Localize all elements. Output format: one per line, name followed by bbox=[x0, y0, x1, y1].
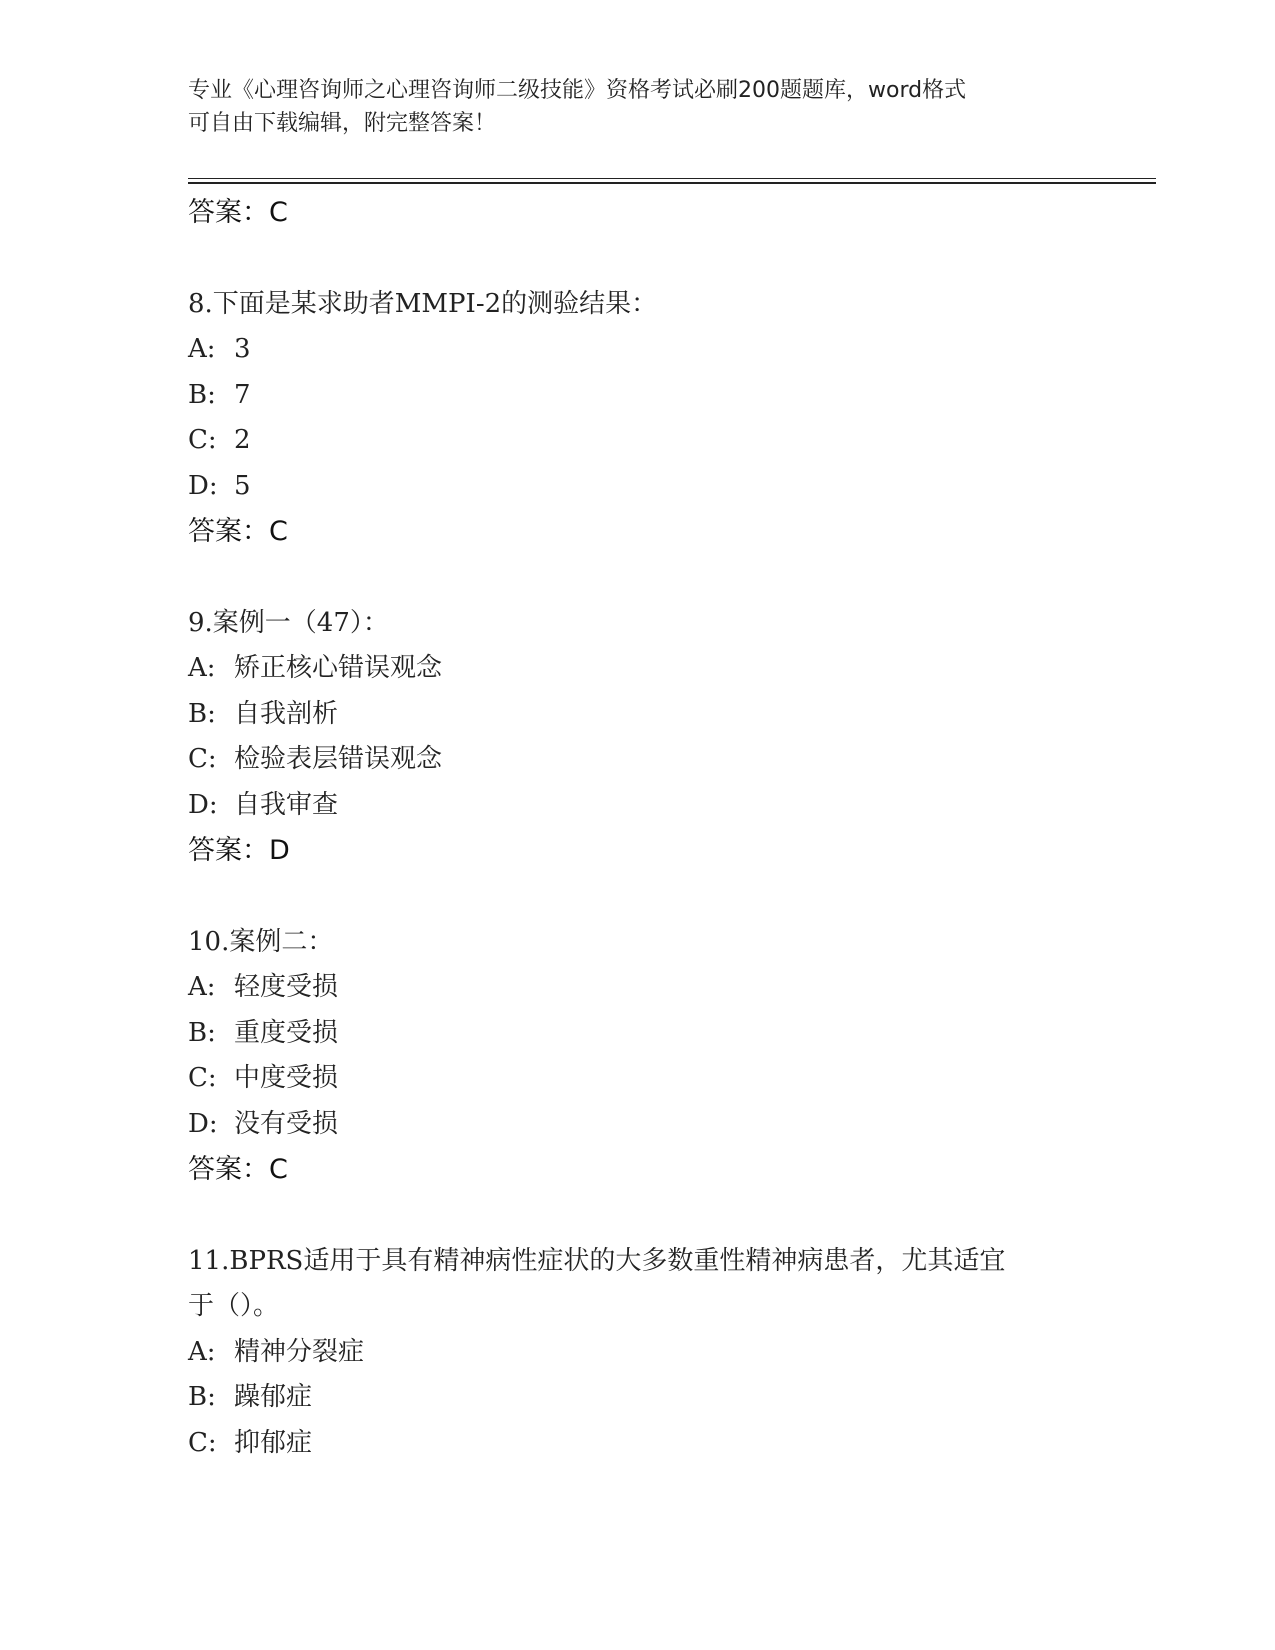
option-text: 5 bbox=[234, 470, 251, 501]
option-key: C: bbox=[188, 744, 217, 774]
option-a bbox=[188, 327, 1088, 373]
option-key: D: bbox=[188, 470, 218, 501]
option-key: B: bbox=[188, 379, 216, 410]
question-stem: 9.案例一（47）： bbox=[188, 607, 389, 638]
spacer bbox=[188, 874, 1088, 920]
option-c bbox=[188, 1421, 1088, 1467]
header-title-line-1: 专业《心理咨询师之心理咨询师二级技能》资格考试必刷200题题库，word格式 bbox=[188, 78, 967, 103]
option-key: A: bbox=[188, 334, 216, 364]
option-d bbox=[188, 464, 1088, 510]
spacer bbox=[188, 1193, 1088, 1239]
option-d bbox=[188, 783, 1088, 829]
option-text: 7 bbox=[234, 379, 251, 410]
option-key: A: bbox=[188, 653, 216, 683]
option-key: D: bbox=[188, 789, 218, 820]
question-8 bbox=[188, 282, 1088, 555]
option-text: 躁郁症 bbox=[234, 1382, 313, 1412]
answer-label: 答案：C bbox=[188, 516, 288, 547]
spacer bbox=[188, 555, 1088, 601]
option-b bbox=[188, 1375, 1088, 1421]
option-a bbox=[188, 965, 1088, 1011]
option-key: A: bbox=[188, 1336, 216, 1367]
option-key: C: bbox=[188, 1063, 217, 1093]
option-key: B: bbox=[188, 1382, 216, 1412]
document-header bbox=[188, 74, 1088, 140]
option-b bbox=[188, 373, 1088, 419]
question-stem: 8.下面是某求助者MMPI-2的测验结果： bbox=[188, 288, 658, 319]
question-10 bbox=[188, 920, 1088, 1193]
option-key: B: bbox=[188, 698, 216, 729]
answer-label: 答案：C bbox=[188, 1154, 288, 1185]
spacer bbox=[188, 236, 1088, 282]
question-9 bbox=[188, 601, 1088, 874]
question-stem: 10.案例二： bbox=[188, 926, 334, 957]
option-a bbox=[188, 646, 1088, 692]
option-text: 轻度受损 bbox=[234, 972, 339, 1002]
option-d bbox=[188, 1102, 1088, 1148]
header-divider-thin bbox=[188, 178, 1156, 179]
option-key: A: bbox=[188, 972, 216, 1002]
option-key: C: bbox=[188, 425, 217, 455]
header-divider-thick bbox=[188, 182, 1156, 184]
question-stem-line-1: 11.BPRS适用于具有精神病性症状的大多数重性精神病患者，尤其适宜 bbox=[188, 1245, 1006, 1276]
option-text: 重度受损 bbox=[234, 1017, 339, 1048]
question-stem-line-2: 于（）。 bbox=[188, 1291, 280, 1321]
option-text: 3 bbox=[234, 334, 251, 364]
option-key: D: bbox=[188, 1108, 218, 1139]
option-text: 自我审查 bbox=[234, 789, 339, 820]
option-c bbox=[188, 737, 1088, 783]
option-text: 矫正核心错误观念 bbox=[234, 653, 443, 683]
question-11 bbox=[188, 1239, 1088, 1467]
answer-label: 答案：D bbox=[188, 835, 290, 866]
option-text: 中度受损 bbox=[234, 1063, 339, 1093]
option-key: B: bbox=[188, 1017, 216, 1048]
header-title-line-2: 可自由下载编辑，附完整答案！ bbox=[188, 111, 497, 136]
option-text: 自我剖析 bbox=[234, 698, 339, 729]
option-text: 没有受损 bbox=[234, 1108, 339, 1139]
question-list bbox=[188, 190, 1088, 1466]
option-a bbox=[188, 1330, 1088, 1376]
option-c bbox=[188, 1056, 1088, 1102]
option-c bbox=[188, 418, 1088, 464]
option-b bbox=[188, 692, 1088, 738]
option-text: 检验表层错误观念 bbox=[234, 744, 443, 774]
option-b bbox=[188, 1011, 1088, 1057]
option-text: 精神分裂症 bbox=[234, 1336, 365, 1367]
option-text: 抑郁症 bbox=[234, 1427, 313, 1458]
option-text: 2 bbox=[234, 425, 251, 455]
option-key: C: bbox=[188, 1427, 217, 1458]
previous-answer: 答案：C bbox=[188, 197, 288, 228]
